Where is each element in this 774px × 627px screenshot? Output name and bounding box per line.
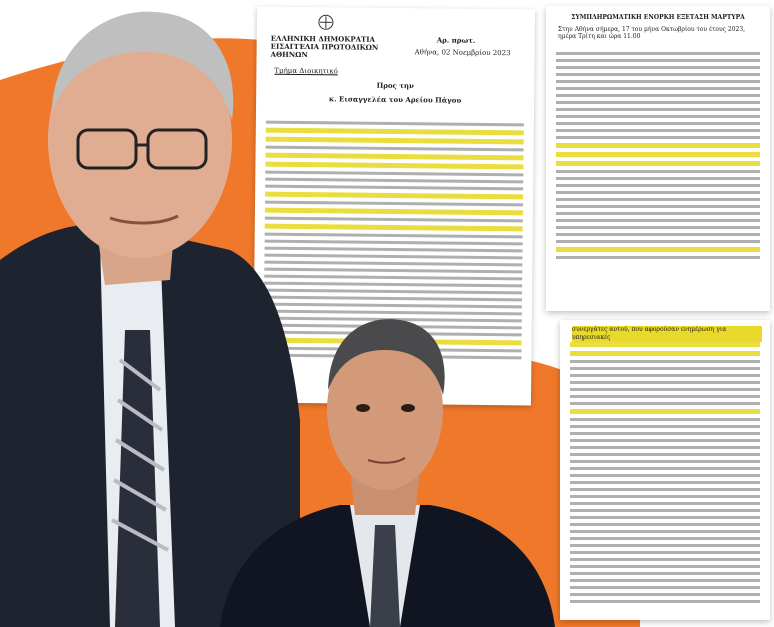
header-left: ΕΛΛΗΝΙΚΗ ΔΗΜΟΚΡΑΤΙΑ ΕΙΣΑΓΓΕΛΙΑ ΠΡΩΤΟΔΙΚΩΝ ΑΘΗΝΩΝ <box>270 33 379 60</box>
department: Τμήμα Διοικητικό <box>274 66 338 76</box>
continuation-body <box>560 338 770 607</box>
continuation-intro: συνεργάτες αυτού, που αφορούσαν ενημέρωση για υπηρεσιακές <box>572 326 762 342</box>
person-right-photo <box>200 300 560 627</box>
document-date: Αθήνα, 02 Νοεμβρίου 2023 <box>414 48 511 58</box>
recipient-line2: κ. Εισαγγελέα του Αρείου Πάγου <box>328 94 462 105</box>
emblem-icon <box>317 13 335 31</box>
recipient-line1: Προς την <box>376 80 414 91</box>
testimony-body <box>546 48 770 263</box>
witness-testimony-document <box>546 6 770 311</box>
testimony-intro: Στην Αθήνα σήμερα, 17 του μήνα Οκτωβρίου του έτους 2023, ημέρα Τρίτη και ώρα 11.00 <box>558 26 746 40</box>
reference-number: Αρ. πρωτ. <box>436 35 476 45</box>
testimony-continuation-document <box>560 320 770 620</box>
testimony-title: ΣΥΜΠΛΗΡΩΜΑΤΙΚΗ ΕΝΟΡΚΗ ΕΞΕΤΑΣΗ ΜΑΡΤΥΡΑ <box>571 14 745 21</box>
